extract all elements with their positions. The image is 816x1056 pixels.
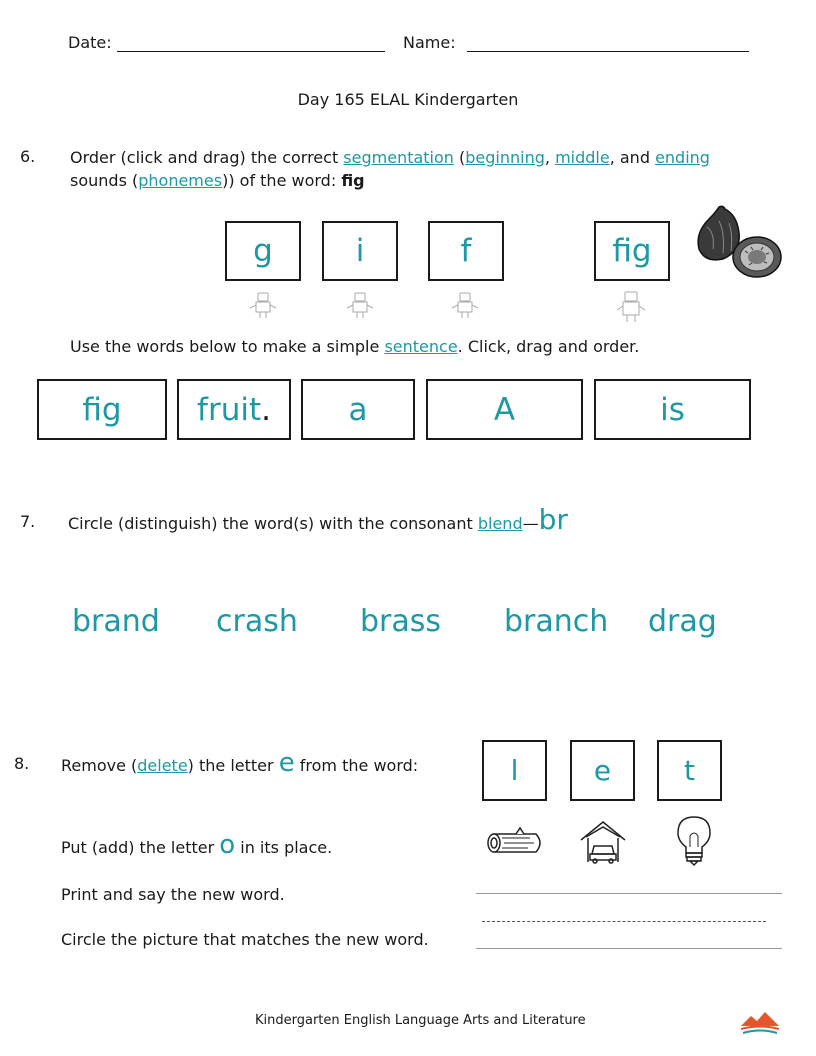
- footer-text: Kindergarten English Language Arts and Literature: [255, 1013, 586, 1028]
- dash: —: [522, 514, 539, 533]
- question-7-number: 7.: [20, 512, 36, 531]
- phonemes-link[interactable]: phonemes: [138, 171, 223, 190]
- beginning-link[interactable]: beginning: [465, 148, 545, 167]
- blend-letters: br: [538, 503, 568, 536]
- word-brass[interactable]: brass: [360, 604, 442, 639]
- question-8-number: 8.: [14, 754, 30, 773]
- letter-box-l[interactable]: l: [482, 740, 547, 801]
- letter-add: o: [219, 830, 236, 860]
- letter-box-g[interactable]: g: [225, 221, 301, 281]
- q6-text: sounds (: [70, 171, 139, 190]
- page-title: Day 165 ELAL Kindergarten: [297, 90, 519, 109]
- question-6-line-2: [70, 170, 365, 192]
- add-text: in its place.: [235, 838, 333, 857]
- name-line[interactable]: [467, 33, 749, 52]
- word-brand[interactable]: brand: [72, 604, 160, 639]
- segmentation-link[interactable]: segmentation: [343, 148, 454, 167]
- sentence-word-fig[interactable]: fig: [37, 379, 167, 440]
- question-6-number: 6.: [20, 147, 36, 166]
- q8-text: ) the letter: [187, 756, 279, 775]
- letter-box-t[interactable]: t: [657, 740, 722, 801]
- q8-text: Remove (: [61, 756, 138, 775]
- garage-car-icon[interactable]: [578, 818, 628, 866]
- name-label: Name:: [403, 33, 456, 52]
- robot-icon: [345, 290, 375, 320]
- word-box-fig[interactable]: fig: [594, 221, 670, 281]
- delete-link[interactable]: delete: [137, 756, 188, 775]
- q8-text: from the word:: [294, 756, 419, 775]
- sentence-word-a[interactable]: a: [301, 379, 415, 440]
- lightbulb-icon[interactable]: [674, 814, 714, 868]
- sentence-link[interactable]: sentence: [384, 337, 458, 356]
- sentence-word-capital-a[interactable]: A: [426, 379, 583, 440]
- sentence-word-is[interactable]: is: [594, 379, 751, 440]
- circle-instruction: Circle the picture that matches the new word.: [61, 930, 429, 949]
- name-field: [403, 33, 749, 52]
- q6-text: )) of the word:: [222, 171, 342, 190]
- robot-icon: [616, 290, 646, 324]
- sentence-instruction-text: Use the words below to make a simple: [70, 337, 385, 356]
- writing-top-line[interactable]: [476, 893, 782, 894]
- robot-icon: [450, 290, 480, 320]
- letter-box-f[interactable]: f: [428, 221, 504, 281]
- word-crash[interactable]: crash: [216, 604, 298, 639]
- writing-mid-line[interactable]: [482, 921, 766, 922]
- q7-text: Circle (distinguish) the word(s) with the consonant: [68, 514, 478, 533]
- blend-link[interactable]: blend: [477, 514, 523, 533]
- print-instruction: Print and say the new word.: [61, 885, 285, 904]
- add-text: Put (add) the letter: [61, 838, 220, 857]
- word-drag[interactable]: drag: [648, 604, 717, 639]
- word-branch[interactable]: branch: [504, 604, 609, 639]
- q6-text: Order (click and drag) the correct: [70, 148, 344, 167]
- fig-fruit-icon: [693, 203, 785, 283]
- target-word: fig: [341, 171, 365, 190]
- log-icon[interactable]: [486, 826, 546, 860]
- letter-box-i[interactable]: i: [322, 221, 398, 281]
- writing-base-line[interactable]: [476, 948, 782, 949]
- q6-text: (: [453, 148, 466, 167]
- middle-link[interactable]: middle: [555, 148, 610, 167]
- letter-remove: e: [278, 748, 295, 778]
- sentence-word-fruit[interactable]: [177, 379, 291, 440]
- question-8-text: [61, 748, 418, 781]
- robot-icon: [248, 290, 278, 320]
- question-7-text: [68, 505, 568, 539]
- date-field: [68, 33, 385, 52]
- letter-box-e[interactable]: e: [570, 740, 635, 801]
- add-letter-instruction: [61, 830, 332, 863]
- ending-link[interactable]: ending: [655, 148, 710, 167]
- sentence-instruction: [70, 336, 639, 358]
- period: .: [261, 391, 271, 428]
- mountain-logo-icon: [739, 1010, 781, 1036]
- q6-text: ,: [544, 148, 556, 167]
- date-line[interactable]: [117, 33, 385, 52]
- fruit-word: fruit: [197, 391, 262, 428]
- sentence-instruction-text: . Click, drag and order.: [457, 337, 640, 356]
- date-label: Date:: [68, 33, 112, 52]
- q6-text: , and: [609, 148, 656, 167]
- question-6-line-1: [70, 147, 710, 169]
